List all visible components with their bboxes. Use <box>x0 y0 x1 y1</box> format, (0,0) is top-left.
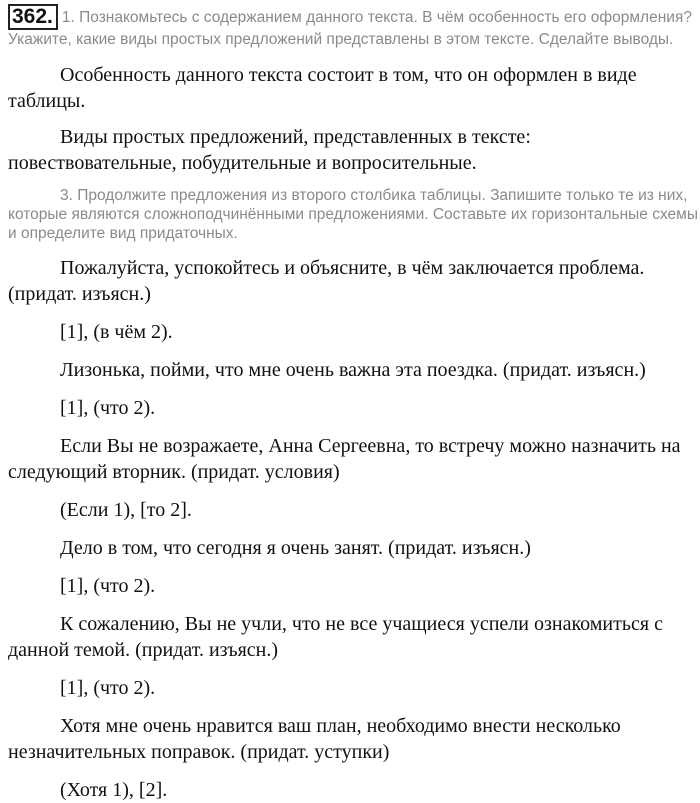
exercise-page <box>8 4 698 803</box>
task-instruction-3: 3. Продолжите предложения из второго столбика таблицы. Запишите только те из них, которые являются сложноподчинёнными предложениями. Составьте их горизонтальные схемы и определите вид придаточных. <box>8 187 698 242</box>
exercise-number: 362. <box>8 4 58 30</box>
sentence-2: Лизонька, пойми, что мне очень важна эта поездка. (придат. изъясн.) <box>60 359 646 381</box>
task-1-text: 1. Познакомьтесь с содержанием данного текста. В чём особенность его оформления? Укажите, какие виды простых предложений представлены в этом тексте. Сделайте выводы. <box>8 9 692 48</box>
scheme-4: [1], (что 2). <box>60 575 156 597</box>
sentence-4: Дело в том, что сегодня я очень занят. (придат. изъясн.) <box>60 537 531 559</box>
sentence-5: К сожалению, Вы не учли, что не все учащиеся успели ознакомиться с данной темой. (придат. изъясн.) <box>8 613 663 661</box>
scheme-6: (Хотя 1), [2]. <box>60 779 168 801</box>
answer-2: Виды простых предложений, представленных в тексте: повествовательные, побудительные и вопросительные. <box>8 126 531 174</box>
task-instruction-1 <box>8 4 698 50</box>
scheme-5: [1], (что 2). <box>60 677 156 699</box>
scheme-1: [1], (в чём 2). <box>60 321 173 343</box>
scheme-3: (Если 1), [то 2]. <box>60 499 192 521</box>
scheme-2: [1], (что 2). <box>60 397 156 419</box>
sentence-1: Пожалуйста, успокойтесь и объясните, в чём заключается проблема. (придат. изъясн.) <box>8 257 645 305</box>
sentence-6: Хотя мне очень нравится ваш план, необходимо внести несколько незначительных поправок. (придат. уступки) <box>8 715 621 763</box>
sentence-3: Если Вы не возражаете, Анна Сергеевна, то встречу можно назначить на следующий вторник. (придат. условия) <box>8 435 681 483</box>
answer-1: Особенность данного текста состоит в том, что он оформлен в виде таблицы. <box>8 64 637 112</box>
